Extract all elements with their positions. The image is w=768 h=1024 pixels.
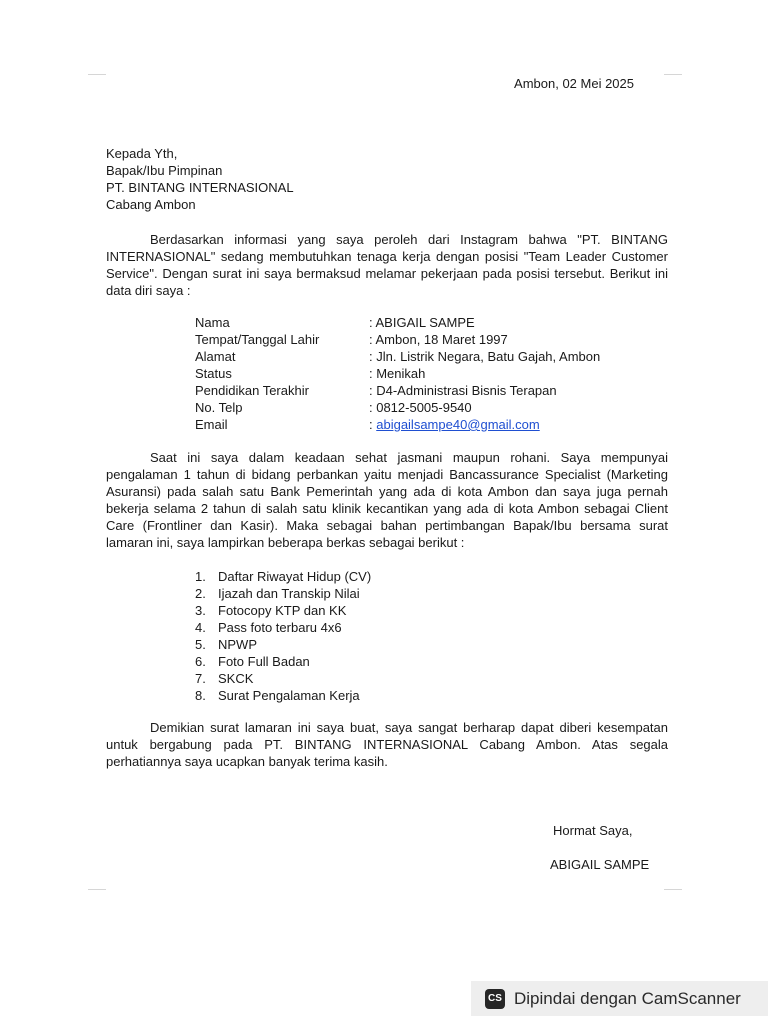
list-item [195,687,371,704]
list-item-number: 8. [195,688,206,703]
phone-value: : 0812-5005-9540 [369,400,472,415]
name-value: : ABIGAIL SAMPE [369,315,475,330]
list-item [195,636,371,653]
address-value: : Jln. Listrik Negara, Batu Gajah, Ambon [369,349,601,364]
list-item-number: 6. [195,654,206,669]
status-label: Status [195,366,232,381]
list-item [195,602,371,619]
recipient-company: PT. BINTANG INTERNASIONAL [106,180,294,195]
list-item-text: Surat Pengalaman Kerja [218,688,360,703]
data-row-status [195,365,600,382]
education-label: Pendidikan Terakhir [195,383,309,398]
data-row-name [195,314,600,331]
phone-label: No. Telp [195,400,243,415]
camscanner-watermark [471,981,768,1016]
list-item-number: 5. [195,637,206,652]
signature-name: ABIGAIL SAMPE [550,857,650,872]
list-item-text: Foto Full Badan [218,654,310,669]
recipient-block [106,145,294,213]
list-item-text: Fotocopy KTP dan KK [218,603,347,618]
data-row-education [195,382,600,399]
crop-mark-bottom-left [88,889,106,890]
email-label: Email [195,417,228,432]
list-item [195,585,371,602]
signature-closing: Hormat Saya, [553,823,633,838]
list-item-number: 2. [195,586,206,601]
list-item-text: Pass foto terbaru 4x6 [218,620,342,635]
list-item-text: NPWP [218,637,257,652]
education-value: : D4-Administrasi Bisnis Terapan [369,383,557,398]
list-item-number: 3. [195,603,206,618]
data-row-birth [195,331,600,348]
list-item [195,670,371,687]
list-item-number: 4. [195,620,206,635]
camscanner-text: Dipindai dengan CamScanner [514,988,741,1008]
personal-data-table [195,314,600,433]
list-item [195,568,371,585]
list-item [195,653,371,670]
list-item [195,619,371,636]
recipient-greeting: Kepada Yth, [106,146,178,161]
list-item-text: Ijazah dan Transkip Nilai [218,586,360,601]
name-label: Nama [195,315,230,330]
list-item-number: 1. [195,569,206,584]
email-link[interactable]: abigailsampe40@gmail.com [376,417,540,432]
recipient-title: Bapak/Ibu Pimpinan [106,163,223,178]
list-item-number: 7. [195,671,206,686]
address-label: Alamat [195,349,236,364]
intro-paragraph: Berdasarkan informasi yang saya peroleh dari Instagram bahwa "PT. BINTANG INTERNASIONAL" sedang membutuhkan tenaga kerja dengan posisi "Team Leader Customer Service". Dengan surat ini saya bermaksud melamar pekerjaan pada posisi tersebut. Berikut ini data diri saya : [106,232,668,298]
recipient-branch: Cabang Ambon [106,197,196,212]
closing-paragraph: Demikian surat lamaran ini saya buat, saya sangat berharap dapat diberi kesempatan untuk bergabung pada PT. BINTANG INTERNASIONAL Cabang Ambon. Atas segala perhatiannya saya ucapkan banyak terima kasih. [106,720,668,769]
birth-value: : Ambon, 18 Maret 1997 [369,332,508,347]
crop-mark-bottom-right [664,889,682,890]
list-item-text: SKCK [218,671,254,686]
camscanner-logo-icon: CS [485,989,505,1009]
experience-paragraph: Saat ini saya dalam keadaan sehat jasmani maupun rohani. Saya mempunyai pengalaman 1 tahun di bidang perbankan yaitu menjadi Bancassurance Specialist (Marketing Asuransi) pada salah satu Bank Pemerintah yang ada di kota Ambon dan saya juga pernah bekerja selama 2 tahun di salah satu klinik kecantikan yang ada di kota Ambon sebagai Client Care (Frontliner dan Kasir). Maka sebagai bahan pertimbangan Bapak/Ibu bersama surat lamaran ini, saya lampirkan beberapa berkas sebagai berikut : [106,450,668,550]
email-colon: : [369,417,377,432]
crop-mark-top-right [664,74,682,75]
data-row-email [195,416,600,433]
email-cell [369,416,600,433]
status-value: : Menikah [369,366,426,381]
list-item-text: Daftar Riwayat Hidup (CV) [218,569,372,584]
letter-date: Ambon, 02 Mei 2025 [514,76,634,91]
data-row-address [195,348,600,365]
crop-mark-top-left [88,74,106,75]
birth-label: Tempat/Tanggal Lahir [195,332,320,347]
attachment-list [195,568,371,704]
data-row-phone [195,399,600,416]
